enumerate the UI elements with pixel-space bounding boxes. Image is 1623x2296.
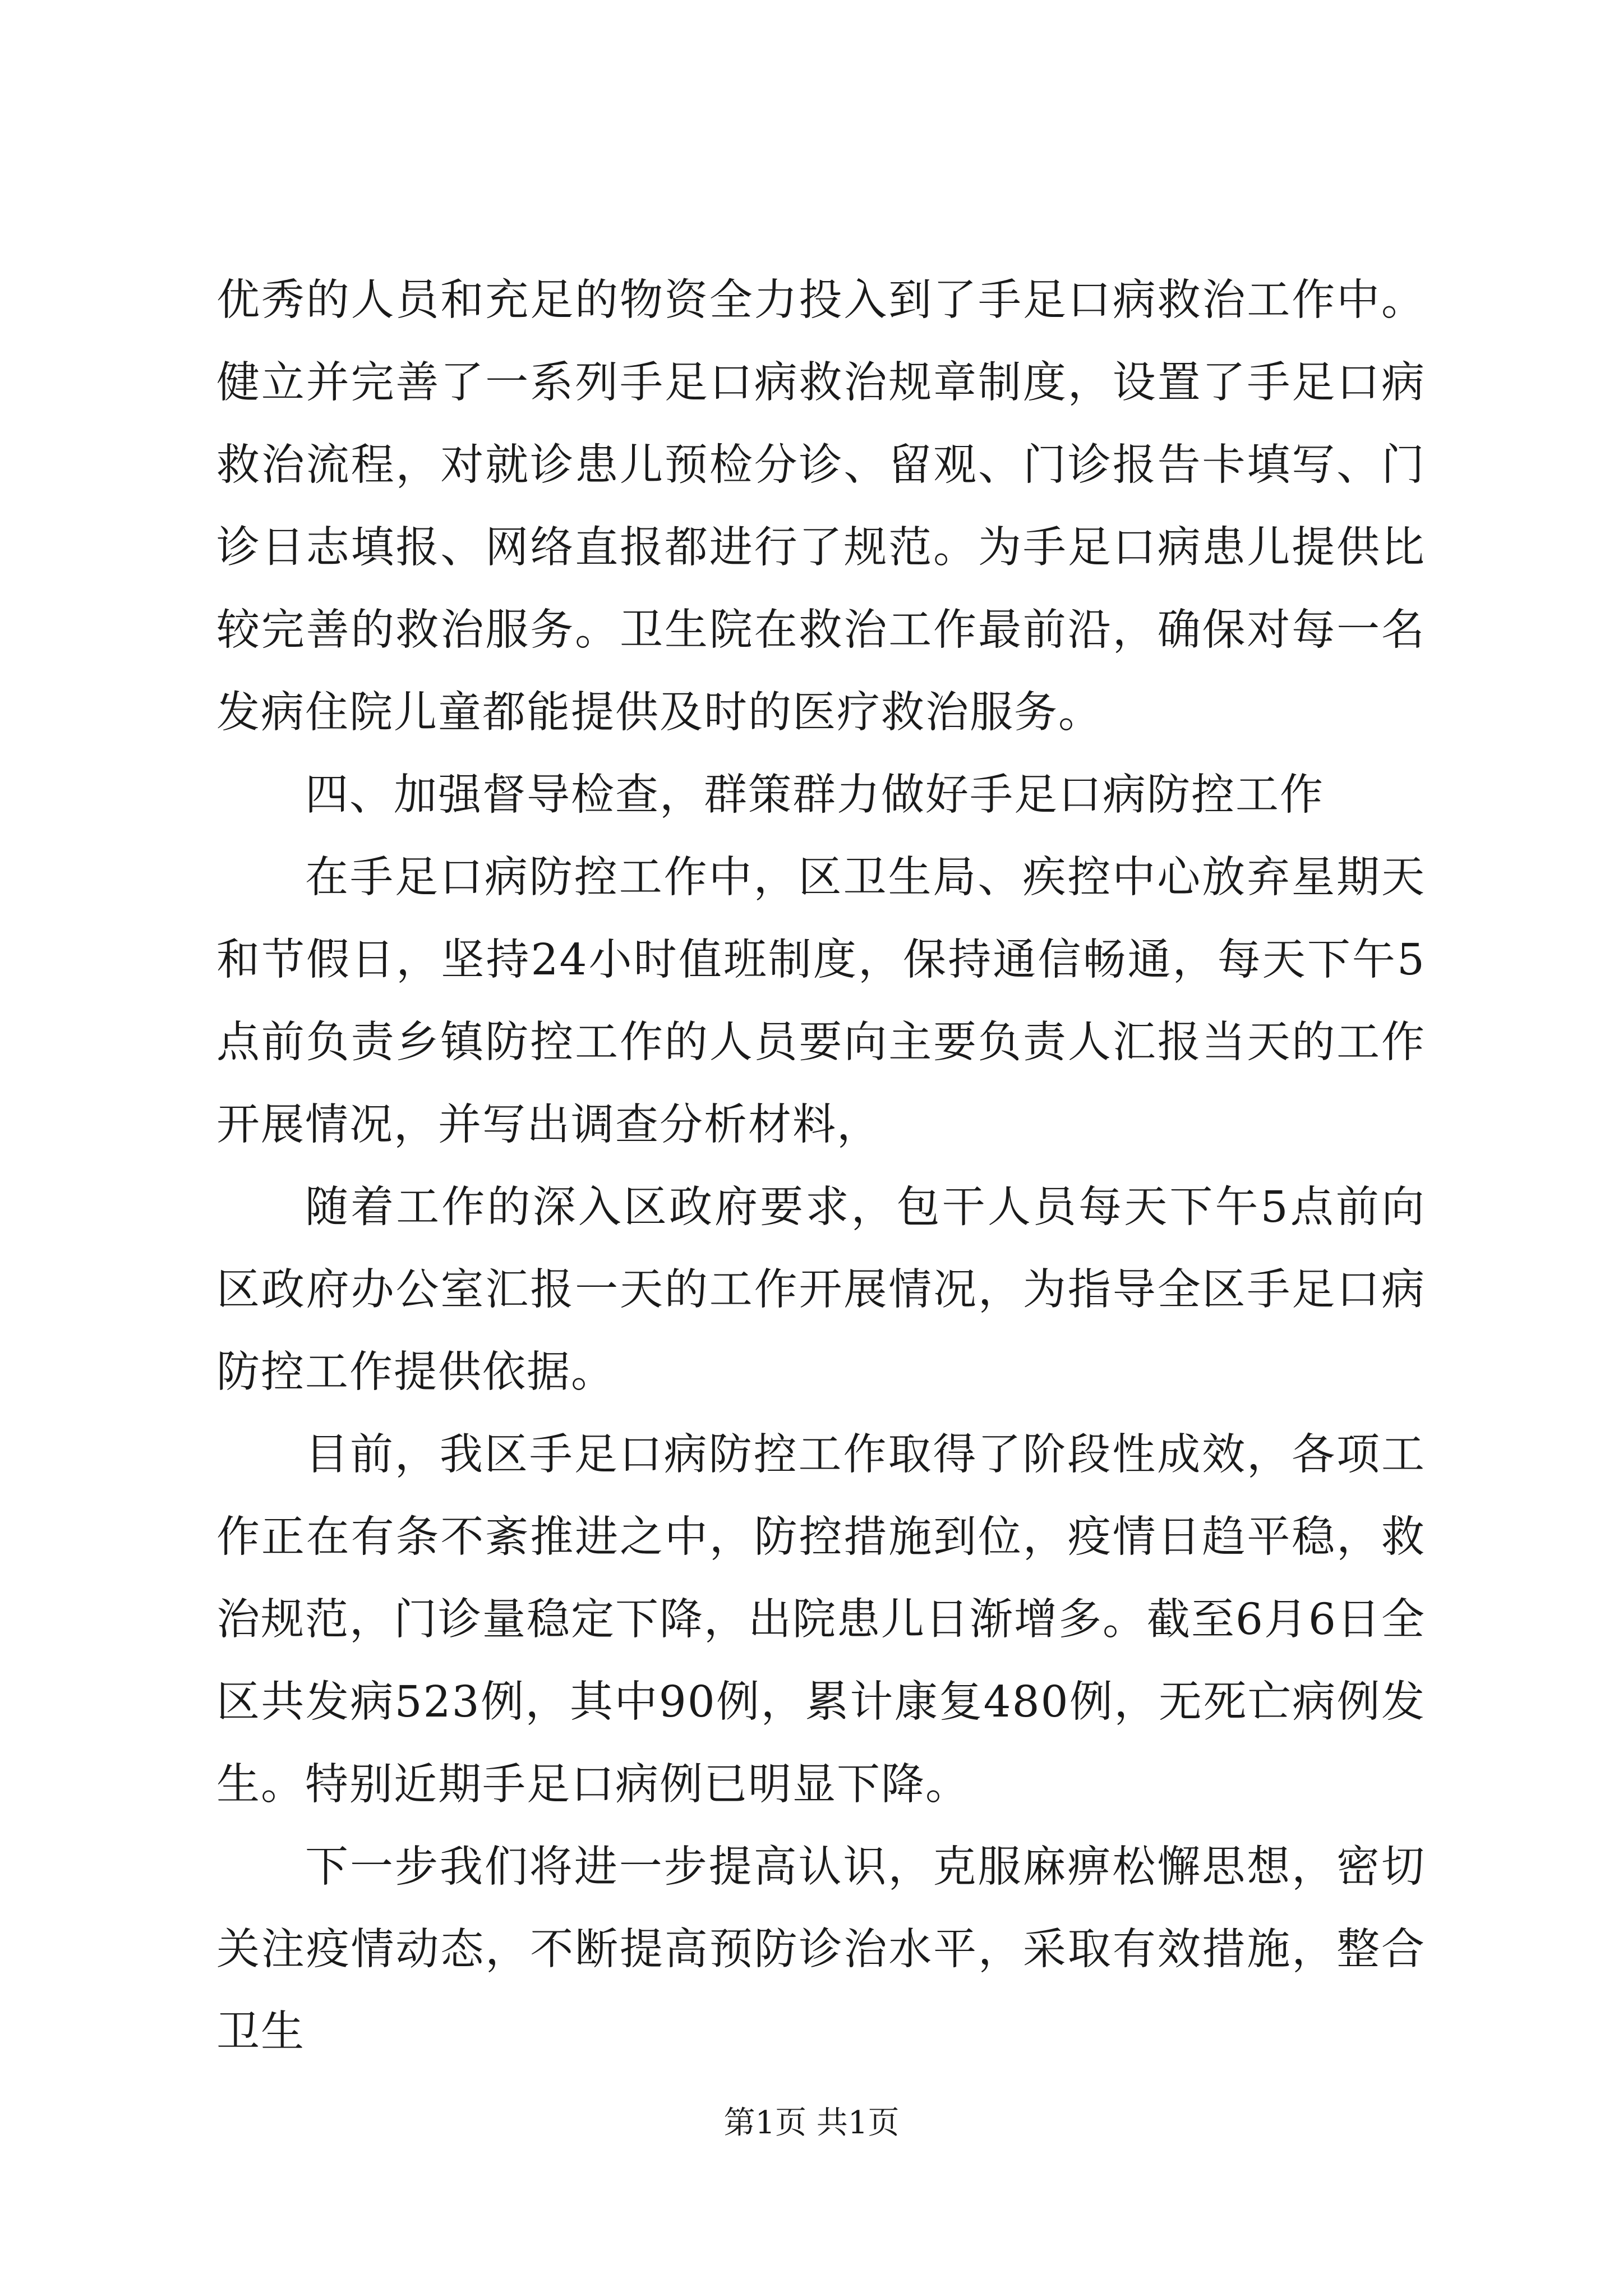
- paragraph: 在手足口病防控工作中，区卫生局、疾控中心放弃星期天和节假日，坚持24小时值班制度，保持通信畅通，每天下午5点前负责乡镇防控工作的人员要向主要负责人汇报当天的工作开展情况，并写出调查分析材料，: [216, 853, 1426, 1150]
- section-heading: 四、加强督导检查，群策群力做好手足口病防控工作: [305, 770, 1324, 820]
- paragraph: 随着工作的深入区政府要求，包干人员每天下午5点前向区政府办公室汇报一天的工作开展情况，为指导全区手足口病防控工作提供依据。: [216, 1182, 1426, 1397]
- document-body: [216, 259, 1426, 2073]
- page-footer: 第1页 共1页: [723, 2105, 900, 2141]
- paragraph: 目前，我区手足口病防控工作取得了阶段性成效，各项工作正在有条不紊推进之中，防控措施到位，疫情日趋平稳，救治规范，门诊量稳定下降，出院患儿日渐增多。截至6月6日全区共发病523例，其中90例，累计康复480例，无死亡病例发生。特别近期手足口病例已明显下降。: [216, 1430, 1426, 1810]
- paragraph: 下一步我们将进一步提高认识，克服麻痹松懈思想，密切关注疫情动态，不断提高预防诊治水平，采取有效措施，整合卫生: [216, 1842, 1426, 2057]
- paragraph-continued: 优秀的人员和充足的物资全力投入到了手足口病救治工作中。健立并完善了一系列手足口病救治规章制度，设置了手足口病救治流程，对就诊患儿预检分诊、留观、门诊报告卡填写、门诊日志填报、网络直报都进行了规范。为手足口病患儿提供比较完善的救治服务。卫生院在救治工作最前沿，确保对每一名发病住院儿童都能提供及时的医疗救治服务。: [216, 275, 1426, 738]
